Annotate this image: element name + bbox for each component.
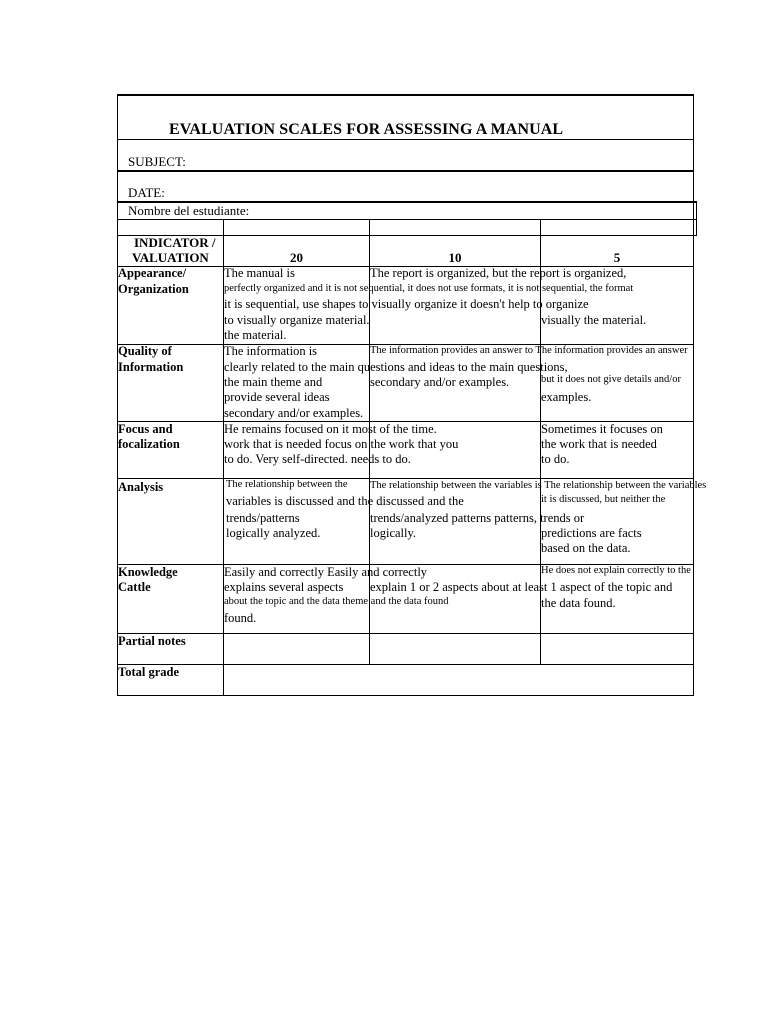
cell-text-line: secondary and/or examples. bbox=[224, 406, 364, 420]
row-rule-5 bbox=[117, 633, 694, 634]
cell-text-line: The report is organized, but the report is organized, bbox=[370, 266, 627, 280]
cell-text-line: visually the material. bbox=[541, 313, 647, 327]
date-label: DATE: bbox=[128, 185, 165, 200]
cell-text-line: about the topic and the data theme and the data found bbox=[224, 596, 449, 607]
row-label-appearance-line2: Organization bbox=[118, 282, 189, 296]
row-label-quality: Quality of bbox=[118, 344, 172, 358]
indicator-header: INDICATOR / bbox=[134, 235, 216, 250]
student-bottom-rule bbox=[117, 219, 697, 220]
cell-text-line: predictions are facts bbox=[541, 526, 642, 540]
row-rule-3 bbox=[117, 478, 694, 479]
table-bottom-rule bbox=[117, 695, 694, 696]
cell-text-line: The relationship between the variables is The relationship between the variables bbox=[370, 480, 707, 491]
cell-text-line: The information provides an answer to The information provides an answer bbox=[370, 345, 688, 356]
cell-text-line: trends/patterns bbox=[226, 511, 300, 525]
cell-text-line: The manual is bbox=[224, 266, 295, 280]
score-column-10-header: 10 bbox=[448, 250, 462, 265]
cell-text-line: logically analyzed. bbox=[226, 526, 321, 540]
frame-right-border bbox=[693, 94, 694, 696]
cell-text-line: to do. bbox=[541, 452, 570, 466]
student-field-right-edge bbox=[696, 201, 697, 235]
cell-text-line: variables is discussed and the discussed and the bbox=[226, 494, 464, 508]
row-label-focus: Focus and bbox=[118, 422, 173, 436]
cell-text-line: it is sequential, use shapes to visually organize it doesn't help to organize bbox=[224, 297, 589, 311]
cell-text-line: to do. Very self-directed. needs to do. bbox=[224, 452, 411, 466]
cell-text-line: trends/analyzed patterns patterns, trends or bbox=[370, 511, 585, 525]
cell-text-line: He remains focused on it most of the time. bbox=[224, 422, 437, 436]
row-label-appearance: Appearance/ bbox=[118, 266, 187, 280]
cell-text-line: examples. bbox=[541, 390, 592, 404]
cell-text-line: The relationship between the bbox=[226, 479, 348, 490]
cell-text-line: logically. bbox=[370, 526, 417, 540]
cell-text-line: The information is bbox=[224, 344, 318, 358]
row-label-quality-line2: Information bbox=[118, 360, 184, 374]
page-title: EVALUATION SCALES FOR ASSESSING A MANUAL bbox=[169, 121, 564, 138]
score-column-5-header: 5 bbox=[613, 250, 621, 265]
cell-text-line: secondary and/or examples. bbox=[370, 375, 510, 389]
cell-text-line: the data found. bbox=[541, 596, 616, 610]
cell-text-line: provide several ideas bbox=[224, 390, 330, 404]
score-column-20-header: 20 bbox=[290, 250, 303, 265]
cell-text-line: perfectly organized and it is not sequential, it does not use formats, it is not sequential, the format bbox=[224, 283, 634, 294]
row-label-partial-notes: Partial notes bbox=[118, 634, 186, 648]
valuation-header: VALUATION bbox=[132, 250, 209, 265]
cell-text-line: Sometimes it focuses on bbox=[541, 422, 663, 436]
cell-text-line: Easily and correctly Easily and correctly bbox=[224, 565, 428, 579]
row-label-analysis: Analysis bbox=[118, 480, 164, 494]
frame-left-border bbox=[117, 94, 118, 696]
cell-text-line: explain 1 or 2 aspects about at least 1 aspect of the topic and bbox=[370, 580, 673, 594]
cell-text-line: but it does not give details and/or bbox=[541, 374, 681, 385]
row-label-knowledge: Knowledge bbox=[118, 565, 178, 579]
title-bottom-rule bbox=[117, 139, 694, 140]
row-label-total-grade: Total grade bbox=[118, 665, 179, 679]
student-name-label: Nombre del estudiante: bbox=[128, 203, 250, 218]
cell-text-line: to visually organize material. bbox=[224, 313, 370, 327]
subject-label: SUBJECT: bbox=[128, 154, 186, 169]
row-label-knowledge-line2: Cattle bbox=[118, 580, 151, 594]
cell-text-line: explains several aspects bbox=[224, 580, 344, 594]
cell-text-line: the work that is needed bbox=[541, 437, 657, 451]
row-label-focus-line2: focalization bbox=[118, 437, 180, 451]
subject-bottom-rule bbox=[117, 170, 694, 172]
cell-text-line: based on the data. bbox=[541, 541, 631, 555]
cell-text-line: He does not explain correctly to the bbox=[541, 565, 691, 576]
row-rule-6 bbox=[117, 664, 694, 665]
cell-text-line: the main theme and bbox=[224, 375, 323, 389]
frame-top-border bbox=[117, 94, 694, 96]
cell-text-line: clearly related to the main questions and ideas to the main questions, bbox=[224, 360, 568, 374]
cell-text-line: work that is needed focus on the work that you bbox=[224, 437, 459, 451]
cell-text-line: it is discussed, but neither the bbox=[541, 494, 666, 505]
cell-text-line: the material. bbox=[224, 328, 287, 342]
cell-text-line: found. bbox=[224, 611, 257, 625]
